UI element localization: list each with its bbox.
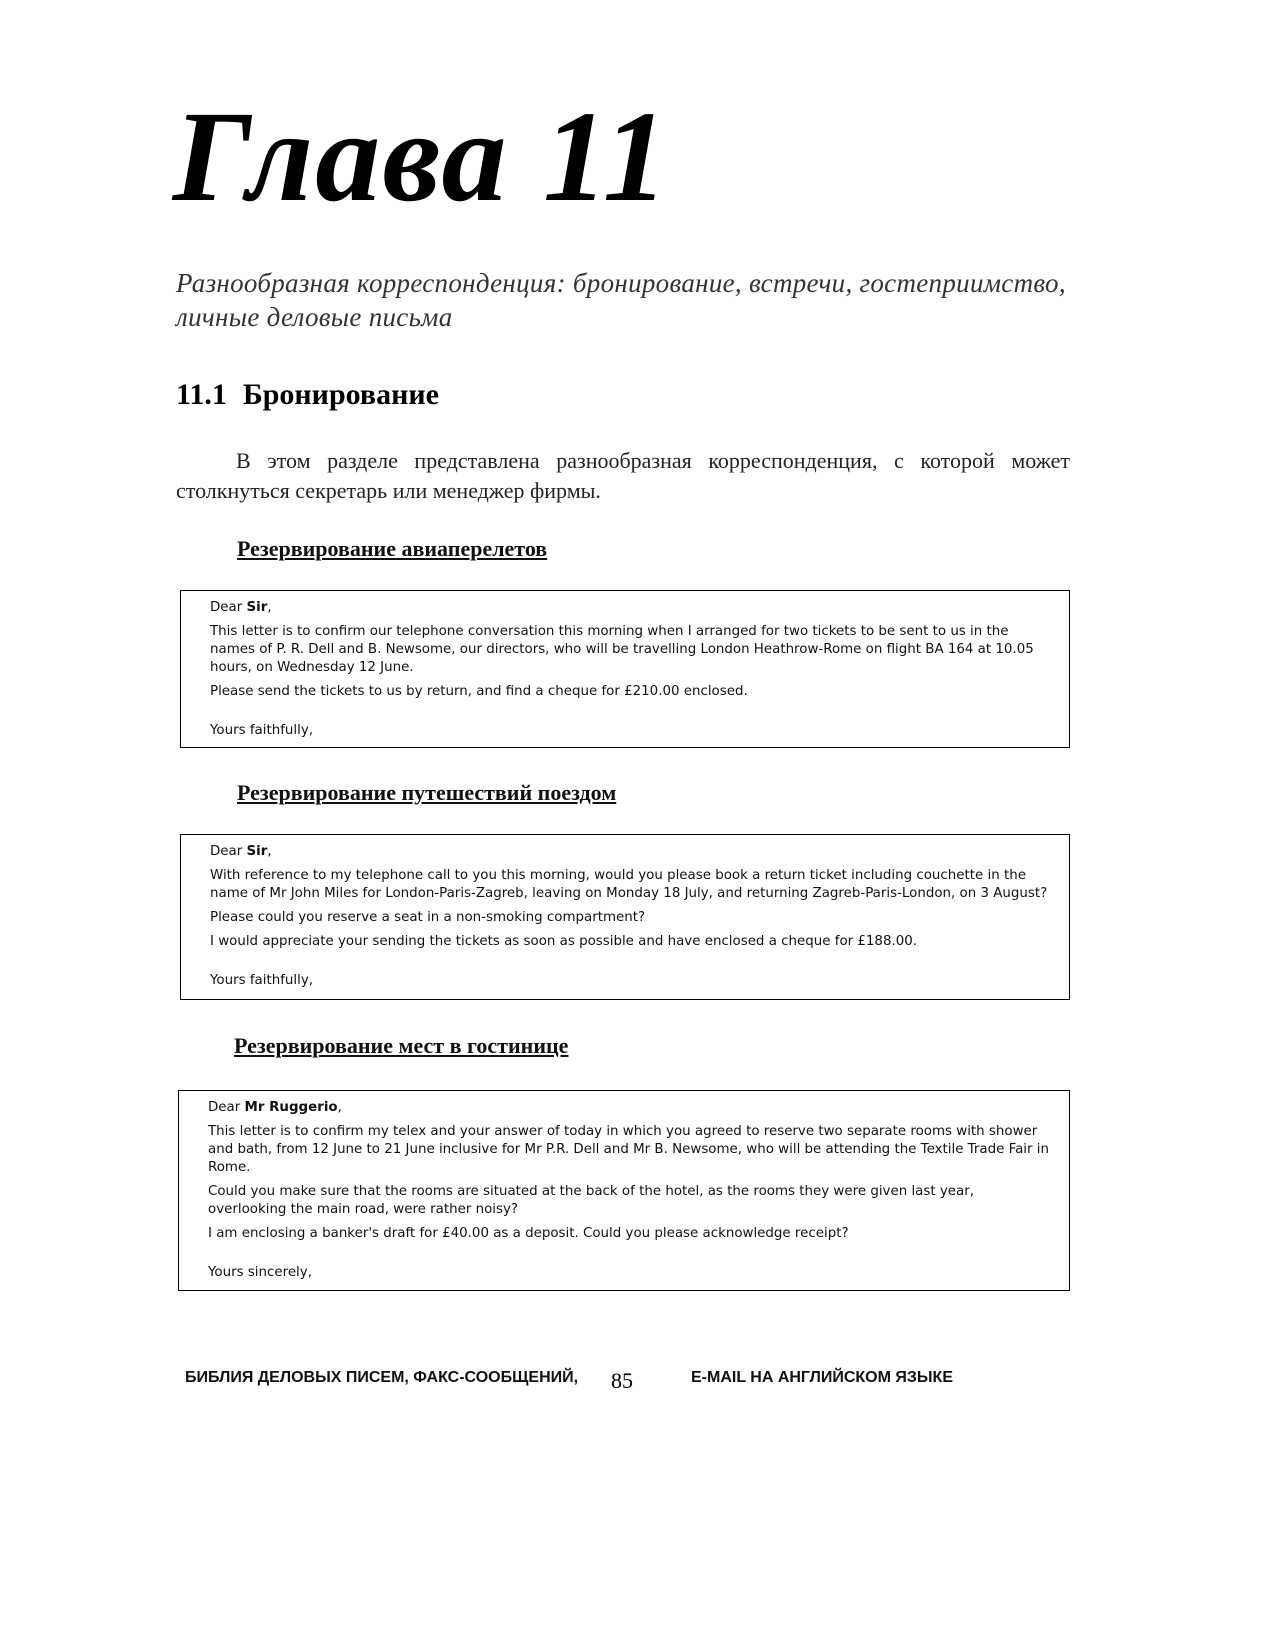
- subsection-heading-flight: Резервирование авиаперелетов: [237, 536, 548, 561]
- letter-paragraph: Please could you reserve a seat in a non-smoking compartment?: [210, 910, 646, 925]
- letter-paragraph: With reference to my telephone call to you this morning, would you please book a return ticket including couchette in the name of Mr John Miles for London-Paris-Zagreb, leaving on Monday 18 July, and returning Zagreb-Paris-London, on 3 August?: [210, 868, 1048, 901]
- letter-paragraph: Please send the tickets to us by return, and find a cheque for £210.00 enclosed.: [210, 684, 748, 699]
- chapter-title: Глава 11: [173, 85, 670, 229]
- chapter-subtitle: Разнообразная корреспонденция: бронирование, встречи, гостеприимство, личные деловые письма: [176, 268, 1066, 332]
- greeting-prefix: Dear: [210, 844, 243, 859]
- letter-paragraph: Could you make sure that the rooms are situated at the back of the hotel, as the rooms they were given last year, overlooking the main road, were rather noisy?: [208, 1184, 974, 1217]
- letter-closing: Yours sincerely,: [208, 1265, 312, 1280]
- letter-paragraph: This letter is to confirm our telephone conversation this morning when I arranged for two tickets to be sent to us in the names of P. R. Dell and B. Newsome, our directors, who will be travelling London Heathrow-Rome on flight BA 164 at 10.05 hours, on Wednesday 12 June.: [210, 624, 1034, 675]
- page-number: 85: [611, 1368, 633, 1393]
- section-heading: [176, 380, 439, 410]
- greeting-prefix: Dear: [210, 600, 243, 615]
- footer-left: БИБЛИЯ ДЕЛОВЫХ ПИСЕМ, ФАКС-СООБЩЕНИЙ,: [185, 1369, 579, 1386]
- greeting-name: Mr Ruggerio: [244, 1100, 338, 1115]
- subsection-heading-train: Резервирование путешествий поездом: [237, 780, 617, 805]
- letter-hotel: [178, 1090, 1070, 1291]
- section-intro: В этом разделе представлена разнообразная корреспонденция, с которой может столкнуться секретарь или менеджер фирмы.: [176, 448, 1070, 503]
- section-title: Бронирование: [242, 378, 439, 411]
- greeting-name: Sir: [246, 600, 268, 615]
- section-number: 11.1: [176, 378, 227, 411]
- greeting-name: Sir: [246, 844, 268, 859]
- subsection-heading-hotel: Резервирование мест в гостинице: [234, 1033, 569, 1058]
- letter-closing: Yours faithfully,: [210, 973, 314, 988]
- greeting-suffix: ,: [267, 600, 272, 615]
- letter-greeting: [208, 1099, 1051, 1117]
- letter-flight: [180, 590, 1070, 748]
- letter-greeting: [210, 843, 1051, 861]
- letter-paragraph: This letter is to confirm my telex and your answer of today in which you agreed to reserve two separate rooms with shower and bath, from 12 June to 21 June inclusive for Mr P.R. Dell and Mr B. Newsome, who will be attending the Textile Trade Fair in Rome.: [208, 1124, 1049, 1175]
- letter-closing: Yours faithfully,: [210, 723, 314, 738]
- letter-paragraph: I am enclosing a banker's draft for £40.00 as a deposit. Could you please acknowledge receipt?: [208, 1226, 849, 1241]
- greeting-prefix: Dear: [208, 1100, 241, 1115]
- greeting-suffix: ,: [267, 844, 272, 859]
- letter-paragraph: I would appreciate your sending the tickets as soon as possible and have enclosed a cheque for £188.00.: [210, 934, 918, 949]
- footer-right: E-MAIL НА АНГЛИЙСКОМ ЯЗЫКЕ: [691, 1369, 953, 1386]
- letter-greeting: [210, 599, 1051, 617]
- letter-train: [180, 834, 1070, 1000]
- greeting-suffix: ,: [337, 1100, 342, 1115]
